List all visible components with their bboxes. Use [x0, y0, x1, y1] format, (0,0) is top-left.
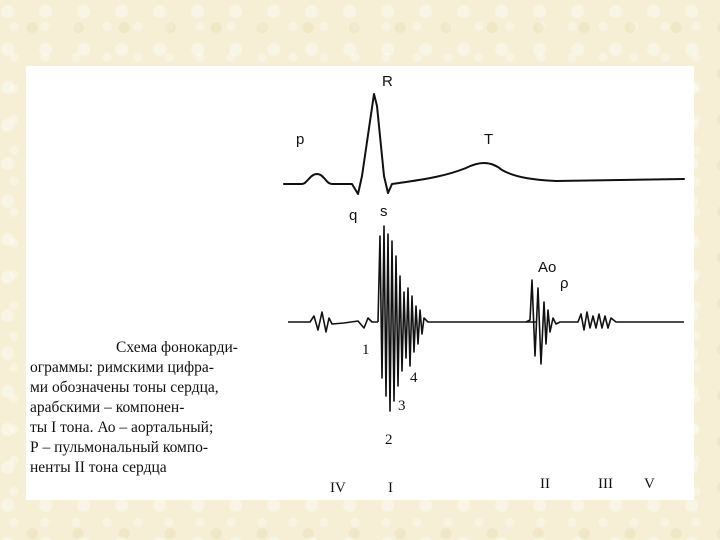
component-4-label: 4 — [410, 370, 418, 386]
ecg-r-label: R — [382, 73, 393, 90]
component-3-label: 3 — [398, 398, 406, 414]
caption-line: ненты II тона сердца — [30, 459, 167, 476]
caption-line: ты I тона. Ао – аортальный; — [30, 419, 214, 436]
pcg-trace-tone-ii — [526, 280, 626, 364]
figure-panel — [26, 66, 694, 500]
caption-line: Схема фонокарди- — [116, 339, 238, 356]
pcg-trace-tone-i — [378, 226, 536, 411]
caption-line: Р – пульмональный компо- — [30, 439, 209, 456]
ecg-t-label: T — [484, 131, 494, 148]
figure-caption — [30, 338, 280, 478]
tone-iii-label: III — [598, 476, 613, 492]
pcg-ao-label: Ao — [538, 259, 557, 276]
pcg-rho-label: ρ — [560, 275, 569, 292]
component-2-label: 2 — [385, 432, 393, 448]
ecg-s-label: s — [380, 203, 388, 220]
caption-line: ограммы: римскими цифра- — [30, 359, 214, 376]
component-1-label: 1 — [362, 342, 370, 358]
ecg-p-label: p — [296, 131, 305, 148]
ecg-q-label: q — [349, 207, 358, 224]
pcg-trace-tone-iv — [288, 312, 378, 332]
tone-i-label: I — [388, 480, 393, 496]
tone-iv-label: IV — [330, 480, 346, 496]
tone-ii-label: II — [540, 476, 550, 492]
caption-line: ми обозначены тоны сердца, — [30, 379, 219, 396]
tone-v-label: V — [644, 476, 655, 492]
caption-line: арабскими – компонен- — [30, 399, 185, 416]
